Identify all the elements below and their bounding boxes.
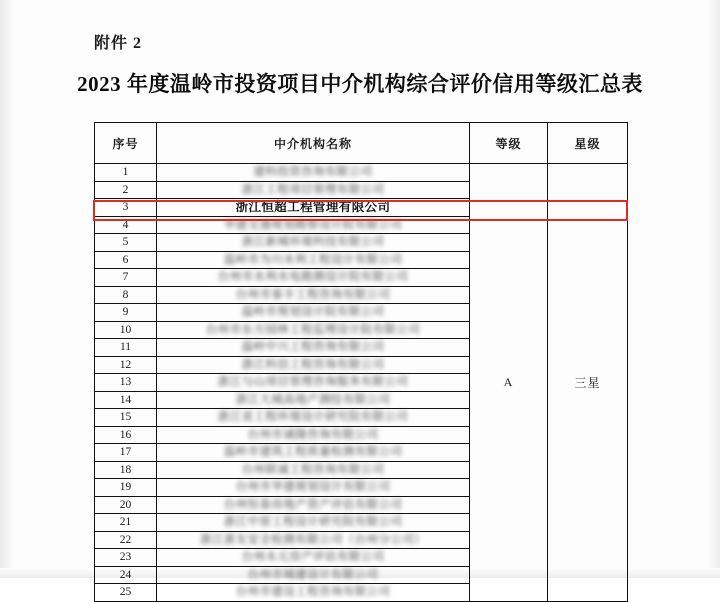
agency-name-text: 台州市水利水电勘测设计院有限公司: [217, 271, 409, 284]
cell-row-number: 17: [95, 444, 157, 462]
cell-row-number: 23: [95, 549, 157, 567]
cell-agency-name: [157, 391, 470, 409]
cell-agency-name: [157, 356, 470, 374]
cell-agency-name: [157, 164, 470, 182]
cell-row-number: 24: [95, 566, 157, 584]
agency-name-text: 台州市建设工程咨询有限公司: [235, 586, 391, 599]
cell-agency-name: [157, 531, 470, 549]
cell-agency-name: [157, 234, 470, 252]
agency-name-text: 台州市诚隆咨询有限公司: [247, 428, 379, 441]
cell-row-number: 6: [95, 251, 157, 269]
cell-agency-name: [157, 584, 470, 602]
column-header-star: 星级: [548, 123, 628, 164]
agency-name-text: 温岭市建筑工程质量检测有限公司: [223, 446, 403, 459]
cell-row-number: 9: [95, 304, 157, 322]
agency-name-text: 浙江工程项目管理有限公司: [241, 183, 385, 196]
table-row: [95, 164, 628, 182]
cell-row-number: 4: [95, 216, 157, 234]
cell-grade-merged: A: [470, 164, 548, 602]
column-header-no: 序号: [95, 123, 157, 164]
cell-row-number: 22: [95, 531, 157, 549]
cell-agency-name: [157, 216, 470, 234]
agency-name-text: 温岭中兴工程咨询有限公司: [241, 341, 385, 354]
cell-row-number: 14: [95, 391, 157, 409]
agency-name-text: 浙江中原工程设计研究院有限公司: [223, 516, 403, 529]
agency-name-text: 浙江与山项目管理咨询服务有限公司: [217, 376, 409, 389]
agency-name-text: 台州恒泰房地产资产评估有限公司: [223, 498, 403, 511]
cell-row-number: 18: [95, 461, 157, 479]
agency-name-text: 台州市华建规划设计有限公司: [235, 481, 391, 494]
page-title: 2023 年度温岭市投资项目中介机构综合评价信用等级汇总表: [77, 72, 643, 96]
agency-name-text: 台州市城建设计有限公司: [247, 568, 379, 581]
cell-row-number: 8: [95, 286, 157, 304]
agency-name-text: 台州永元房产评估有限公司: [241, 551, 385, 564]
cell-agency-name: [157, 251, 470, 269]
cell-agency-name: [157, 461, 470, 479]
agency-name-text: 浙江新城环境科技有限公司: [241, 236, 385, 249]
summary-table: [94, 122, 628, 602]
cell-row-number: 15: [95, 409, 157, 427]
cell-row-number: 3: [95, 199, 157, 217]
cell-row-number: 10: [95, 321, 157, 339]
agency-name-text: 浙江浙友安全检测有限公司（台州分公司）: [199, 533, 427, 546]
cell-row-number: 12: [95, 356, 157, 374]
cell-row-number: 20: [95, 496, 157, 514]
agency-name-text: 温岭市为川水利工程设计有限公司: [223, 253, 403, 266]
column-header-name: 中介机构名称: [157, 123, 470, 164]
table-header-row: [95, 123, 628, 164]
cell-agency-name: [157, 286, 470, 304]
cell-agency-name: [157, 321, 470, 339]
summary-table-wrapper: [94, 122, 627, 602]
cell-agency-name: [157, 269, 470, 287]
cell-agency-name: [157, 514, 470, 532]
cell-agency-name: [157, 339, 470, 357]
agency-name-text: 浙江恒超工程管理有限公司: [235, 200, 391, 215]
cell-row-number: 25: [95, 584, 157, 602]
cell-agency-name: [157, 374, 470, 392]
cell-agency-name: [157, 549, 470, 567]
cell-agency-name: [157, 426, 470, 444]
cell-agency-name: [157, 409, 470, 427]
agency-name-text: 华建交通规划勘察设计院有限公司: [223, 218, 403, 231]
cell-row-number: 1: [95, 164, 157, 182]
column-header-grade: 等级: [470, 123, 548, 164]
cell-row-number: 7: [95, 269, 157, 287]
cell-agency-name: [157, 199, 470, 217]
agency-name-text: 温岭市规划设计院有限公司: [241, 306, 385, 319]
agency-name-text: 建科投资咨询有限公司: [253, 166, 373, 179]
cell-row-number: 5: [95, 234, 157, 252]
agency-name-text: 台州联诚工程咨询有限公司: [241, 463, 385, 476]
cell-row-number: 11: [95, 339, 157, 357]
cell-row-number: 19: [95, 479, 157, 497]
cell-star-merged: 三星: [548, 164, 628, 602]
table-body: [95, 164, 628, 602]
cell-agency-name: [157, 304, 470, 322]
agency-name-text: 浙江科信工程咨询有限公司: [241, 358, 385, 371]
agency-name-text: 浙江大城高地产测绘有限公司: [235, 393, 391, 406]
cell-agency-name: [157, 479, 470, 497]
cell-agency-name: [157, 181, 470, 199]
agency-name-text: 台州市东方园林工程监理设计院有限公司: [205, 323, 421, 336]
agency-name-text: 台州市泰丰工程咨询有限公司: [235, 288, 391, 301]
agency-name-text: 浙江省工程环境设计研究院有限公司: [217, 411, 409, 424]
cell-row-number: 21: [95, 514, 157, 532]
cell-row-number: 2: [95, 181, 157, 199]
attachment-label: 附件 2: [94, 35, 143, 52]
cell-row-number: 13: [95, 374, 157, 392]
cell-agency-name: [157, 496, 470, 514]
cell-agency-name: [157, 566, 470, 584]
cell-row-number: 16: [95, 426, 157, 444]
cell-agency-name: [157, 444, 470, 462]
table-header: [95, 123, 628, 164]
